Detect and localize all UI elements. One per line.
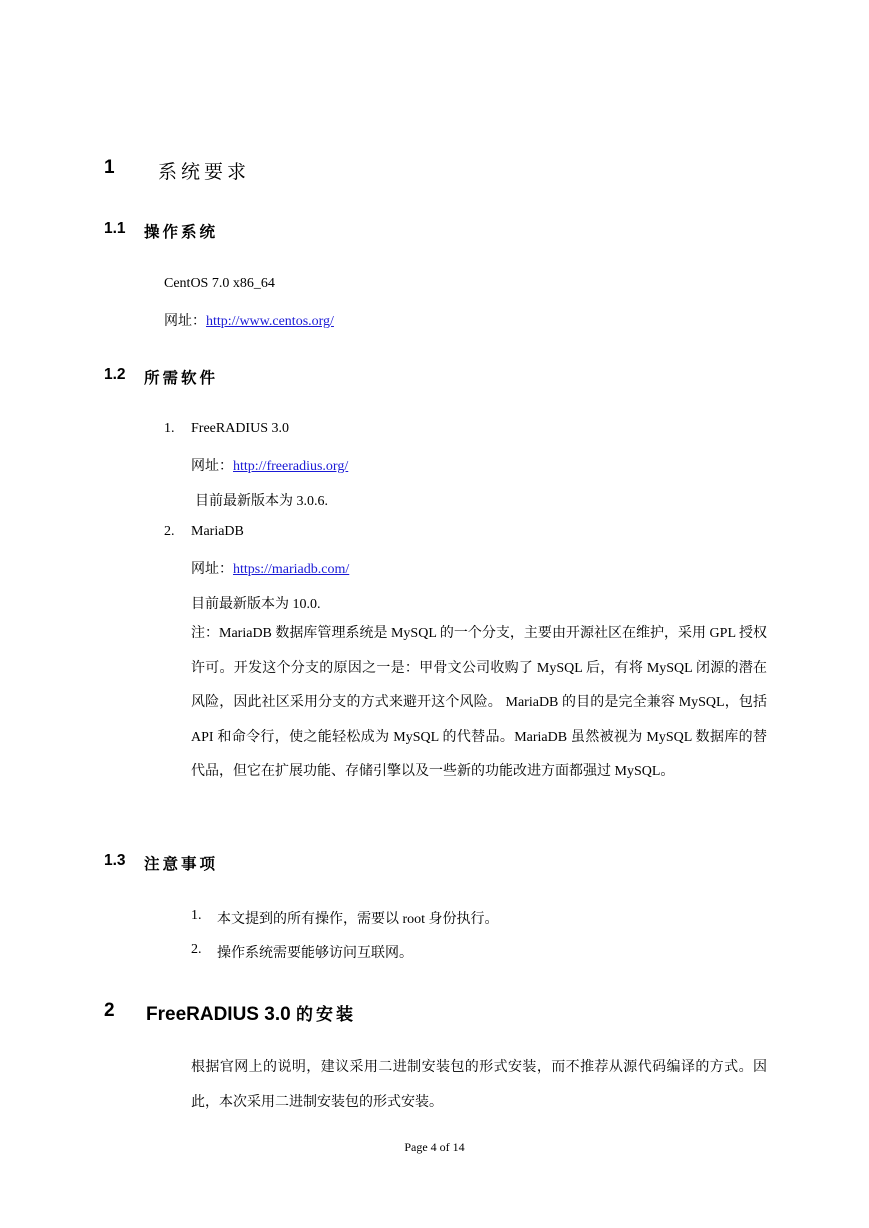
- url-label: 网址：: [164, 314, 206, 329]
- section-number: 1: [104, 157, 115, 178]
- freeradius-link[interactable]: http://freeradius.org/: [233, 459, 349, 474]
- section-title-suffix: 的安装: [295, 1005, 356, 1025]
- software-name: MariaDB: [191, 524, 244, 539]
- section-title: [146, 1000, 356, 1026]
- mariadb-url-line: [191, 558, 349, 578]
- note-item: 本文提到的所有操作，需要以 root 身份执行。: [217, 912, 499, 927]
- subsection-title: 所需软件: [144, 370, 219, 387]
- list-marker: 2.: [164, 524, 175, 539]
- freeradius-url-line: [191, 455, 348, 475]
- section-number: 2: [104, 1000, 115, 1021]
- mariadb-note: 注：MariaDB 数据库管理系统是 MySQL 的一个分支，主要由开源社区在维护，采用 GPL 授权许可。开发这个分支的原因之一是：甲骨文公司收购了 MySQL 后，有将 MySQL 闭源的潜在风险，因此社区采用分支的方式来避开这个风险。 MariaDB 的目的是完全兼容 MySQL，包括 API 和命令行，使之能轻松成为 MySQL 的代替品。MariaDB 虽然被视为 MySQL 数据库的替代品，但它在扩展功能、存储引擎以及一些新的功能改进方面都强过 MySQL。: [191, 626, 767, 779]
- url-label: 网址：: [191, 459, 233, 474]
- list-marker: 1.: [191, 908, 202, 923]
- section-title: 系统要求: [158, 161, 251, 183]
- list-marker: 1.: [164, 421, 175, 436]
- subsection-title: 注意事项: [144, 856, 219, 873]
- list-marker: 2.: [191, 942, 202, 957]
- subsection-title: 操作系统: [144, 224, 219, 241]
- os-url-line: [164, 310, 334, 330]
- install-paragraph: 根据官网上的说明，建议采用二进制安装包的形式安装，而不推荐从源代码编译的方式。因此，本次采用二进制安装包的形式安装。: [191, 1060, 767, 1110]
- os-version: CentOS 7.0 x86_64: [164, 276, 275, 291]
- centos-link[interactable]: http://www.centos.org/: [206, 314, 334, 329]
- note-item: 操作系统需要能够访问互联网。: [217, 946, 413, 961]
- software-version: 目前最新版本为 3.0.6.: [195, 494, 328, 509]
- subsection-number: 1.2: [104, 366, 126, 383]
- page-number: Page 4 of 14: [404, 1140, 465, 1154]
- url-label: 网址：: [191, 562, 233, 577]
- section-title-prefix: FreeRADIUS 3.0: [146, 1004, 291, 1025]
- software-version: 目前最新版本为 10.0.: [191, 597, 321, 612]
- software-name: FreeRADIUS 3.0: [191, 421, 289, 436]
- subsection-number: 1.3: [104, 852, 126, 869]
- mariadb-link[interactable]: https://mariadb.com/: [233, 562, 350, 577]
- subsection-number: 1.1: [104, 220, 126, 237]
